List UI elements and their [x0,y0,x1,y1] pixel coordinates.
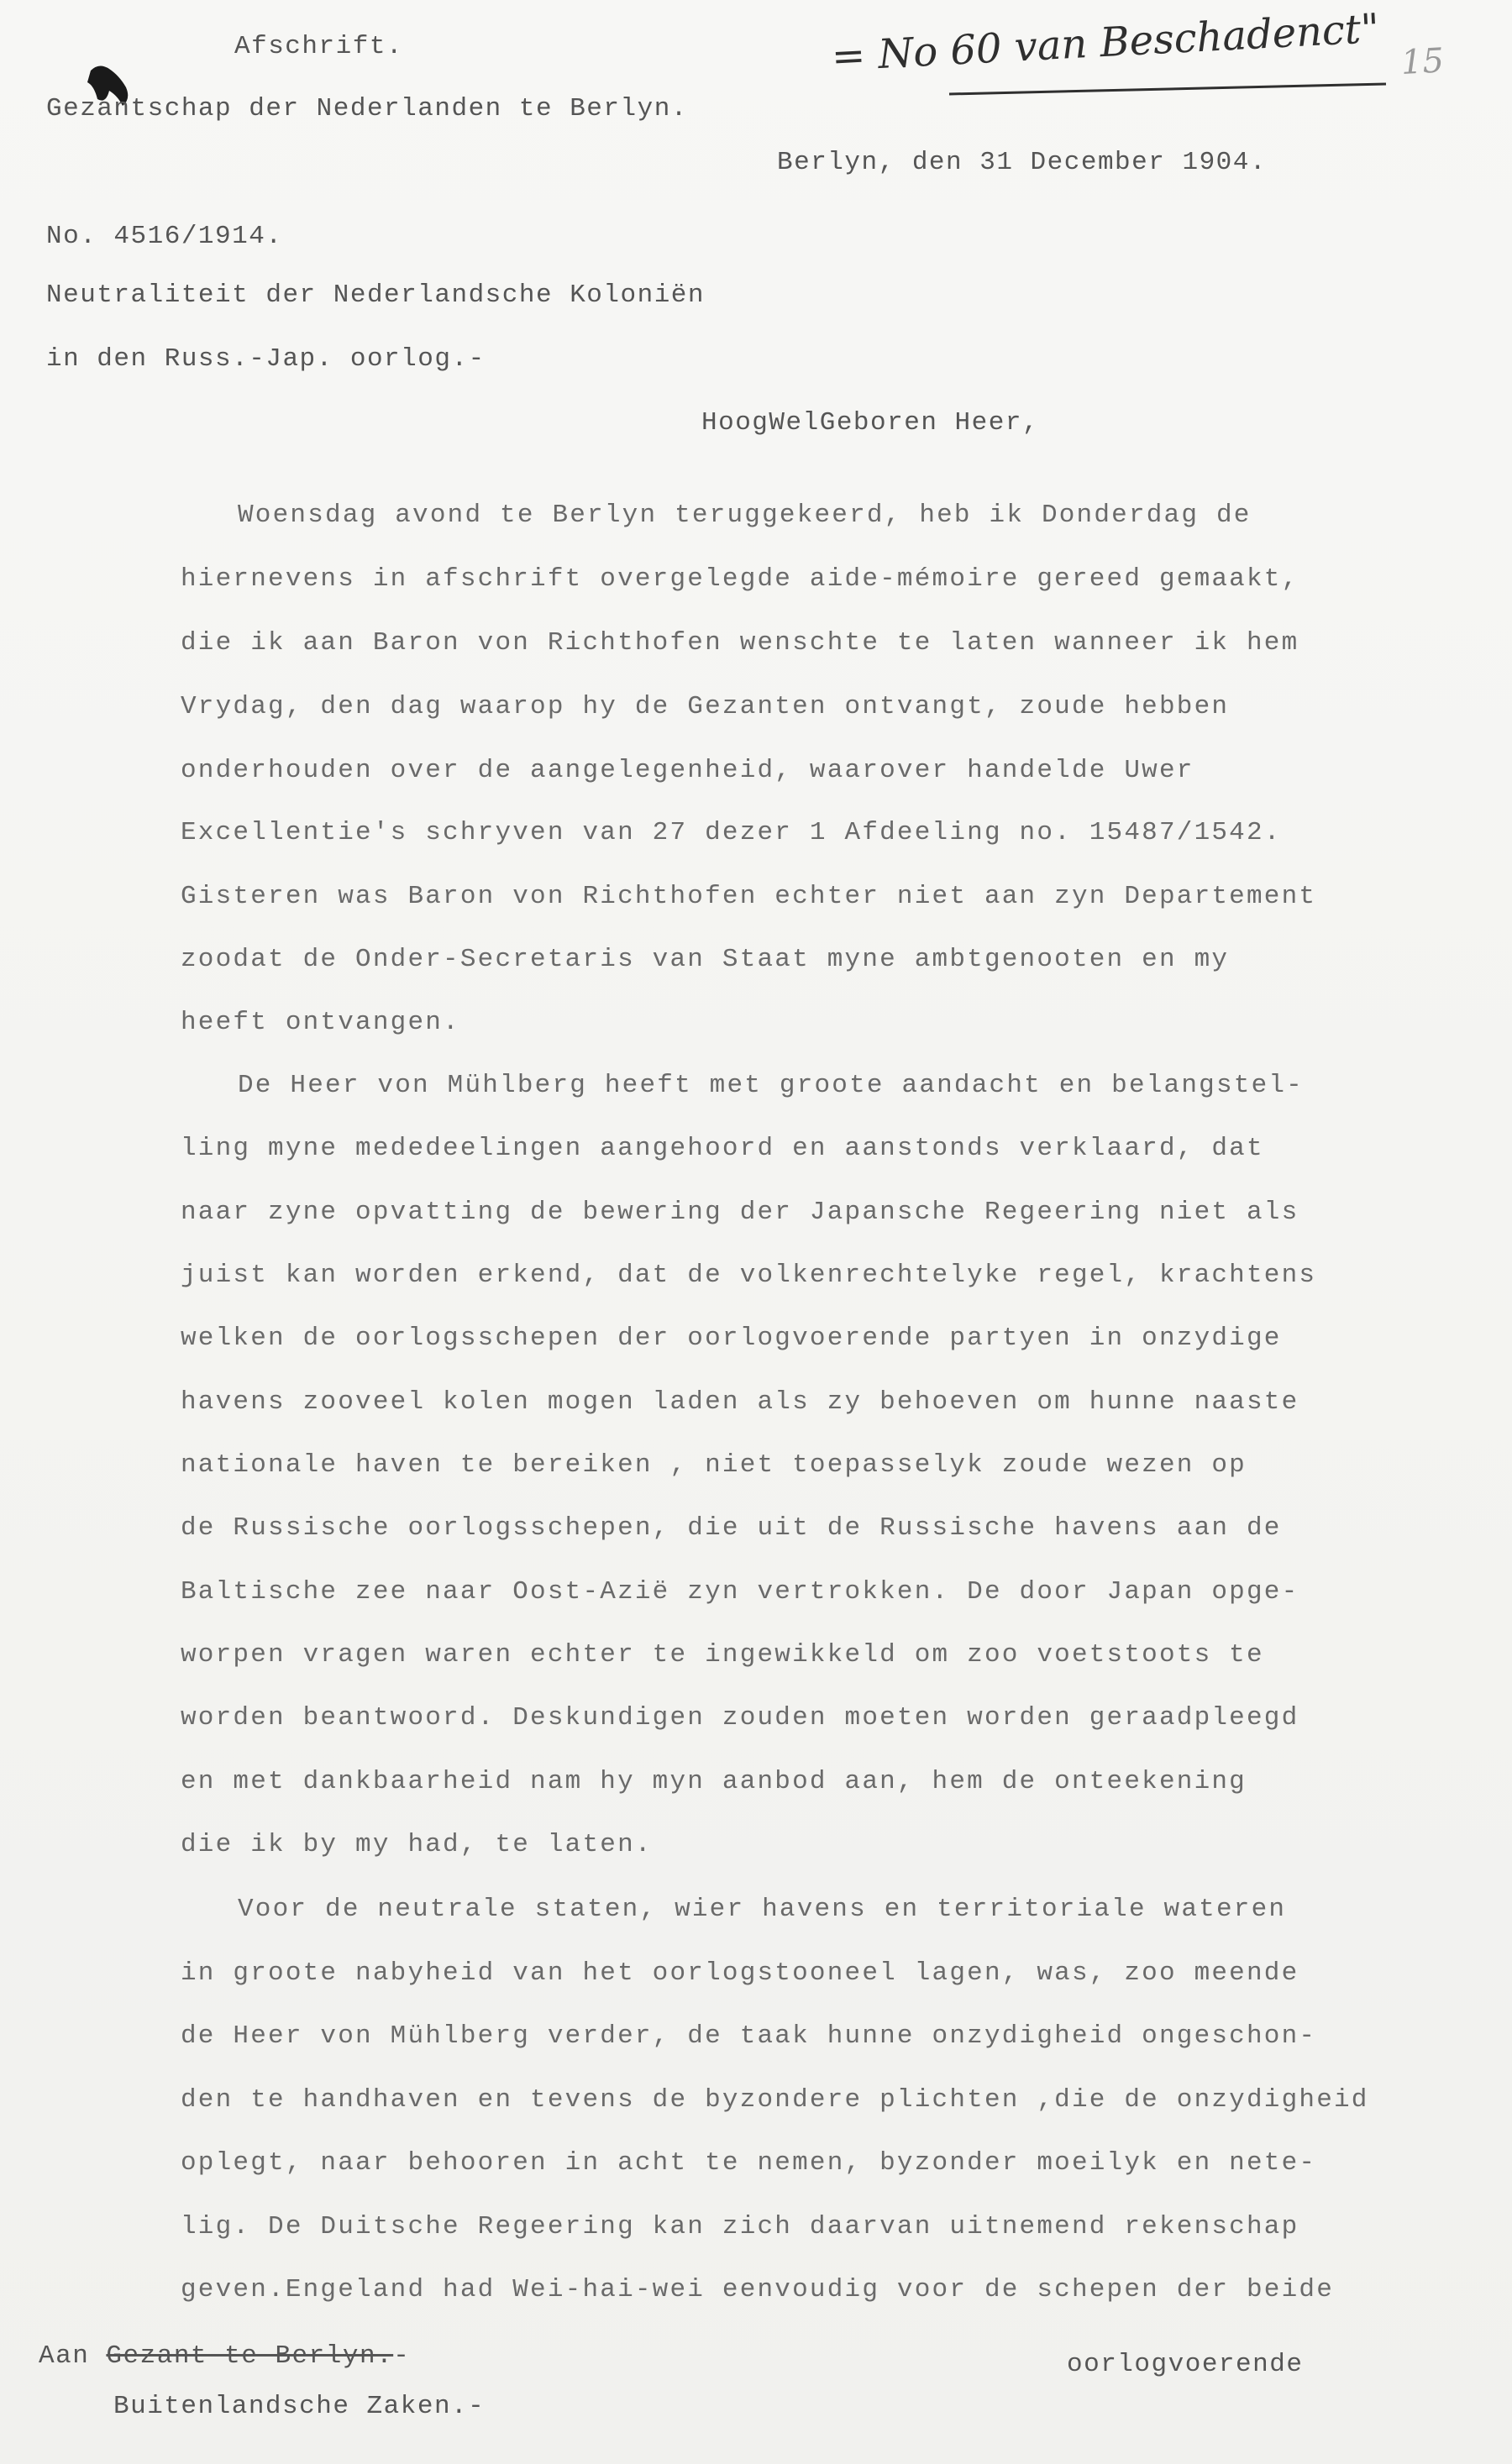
body-line: in groote nabyheid van het oorlogstooneel lagen, was, zoo meende [181,1958,1299,1988]
body-line: Baltische zee naar Oost-Azië zyn vertrokken. De door Japan opge- [181,1577,1299,1607]
body-line: die ik aan Baron von Richthofen wenschte te laten wanneer ik hem [181,628,1299,658]
body-line: den te handhaven en tevens de byzondere plichten ,die de onzydigheid [181,2085,1369,2115]
handwritten-note: = No 60 van Beschadenct" [830,4,1381,81]
body-line: zoodat de Onder-Secretaris van Staat myne ambtgenooten en my [181,945,1230,974]
body-line: Voor de neutrale staten, wier havens en territoriale wateren [238,1895,1287,1924]
body-line: oplegt, naar behooren in acht te nemen, byzonder moeilyk en nete- [181,2148,1317,2178]
catchword: oorlogvoerende [1067,2350,1304,2379]
addressee-line-2: Buitenlandsche Zaken.- [113,2392,486,2421]
body-line: en met dankbaarheid nam hy myn aanbod aan, hem de onteekening [181,1767,1247,1796]
place-date-line: Berlyn, den 31 December 1904. [777,148,1267,177]
body-line: juist kan worden erkend, dat de volkenrechtelyke regel, krachtens [181,1261,1317,1290]
body-line: lig. De Duitsche Regeering kan zich daarvan uitnemend rekenschap [181,2212,1299,2241]
body-line: onderhouden over de aangelegenheid, waarover handelde Uwer [181,756,1194,785]
body-line: havens zooveel kolen mogen laden als zy behoeven om hunne naaste [181,1387,1299,1417]
body-line: worden beantwoord. Deskundigen zouden moeten worden geraadpleegd [181,1703,1299,1733]
subject-line-2: in den Russ.-Jap. oorlog.- [46,344,486,374]
body-line: De Heer von Mühlberg heeft met groote aandacht en belangstel- [238,1071,1304,1100]
document-label: Afschrift. [234,32,404,61]
body-line: de Heer von Mühlberg verder, de taak hunne onzydigheid ongeschon- [181,2021,1317,2051]
subject-line-1: Neutraliteit der Nederlandsche Koloniën [46,280,706,310]
body-line: Woensdag avond te Berlyn teruggekeerd, heb ik Donderdag de [238,501,1252,530]
body-line: Gisteren was Baron von Richthofen echter niet aan zyn Departement [181,882,1317,911]
body-line: Excellentie's schryven van 27 dezer 1 Afdeeling no. 15487/1542. [181,818,1282,847]
body-line: geven.Engeland had Wei-hai-wei eenvoudig voor de schepen der beide [181,2275,1334,2304]
body-line: Vrydag, den dag waarop hy de Gezanten ontvangt, zoude hebben [181,692,1230,721]
addressee-line-1 [39,2343,410,2369]
body-line: die ik by my had, te laten. [181,1830,653,1859]
sender-line: Gezantschap der Nederlanden te Berlyn. [46,94,688,123]
handwritten-margin-number: 15 [1399,41,1446,82]
body-line: worpen vragen waren echter te ingewikkeld om zoo voetstoots te [181,1640,1264,1670]
addressee-suffix: - [393,2341,411,2371]
body-line: ling myne mededeelingen aangehoord en aanstonds verklaard, dat [181,1134,1264,1163]
body-line: hiernevens in afschrift overgelegde aide-mémoire gereed gemaakt, [181,564,1299,594]
body-line: naar zyne opvatting de bewering der Japansche Regeering niet als [181,1198,1299,1227]
addressee-prefix: Aan [39,2341,90,2371]
body-line: heeft ontvangen. [181,1008,460,1037]
body-line: nationale haven te bereiken , niet toepasselyk zoude wezen op [181,1450,1247,1480]
addressee-struck: Gezant te Berlyn. [106,2341,394,2371]
reference-number: No. 4516/1914. [46,222,283,251]
salutation: HoogWelGeboren Heer, [701,408,1040,438]
body-line: de Russische oorlogsschepen, die uit de Russische havens aan de [181,1513,1282,1543]
body-line: welken de oorlogsschepen der oorlogvoerende partyen in onzydige [181,1324,1282,1353]
